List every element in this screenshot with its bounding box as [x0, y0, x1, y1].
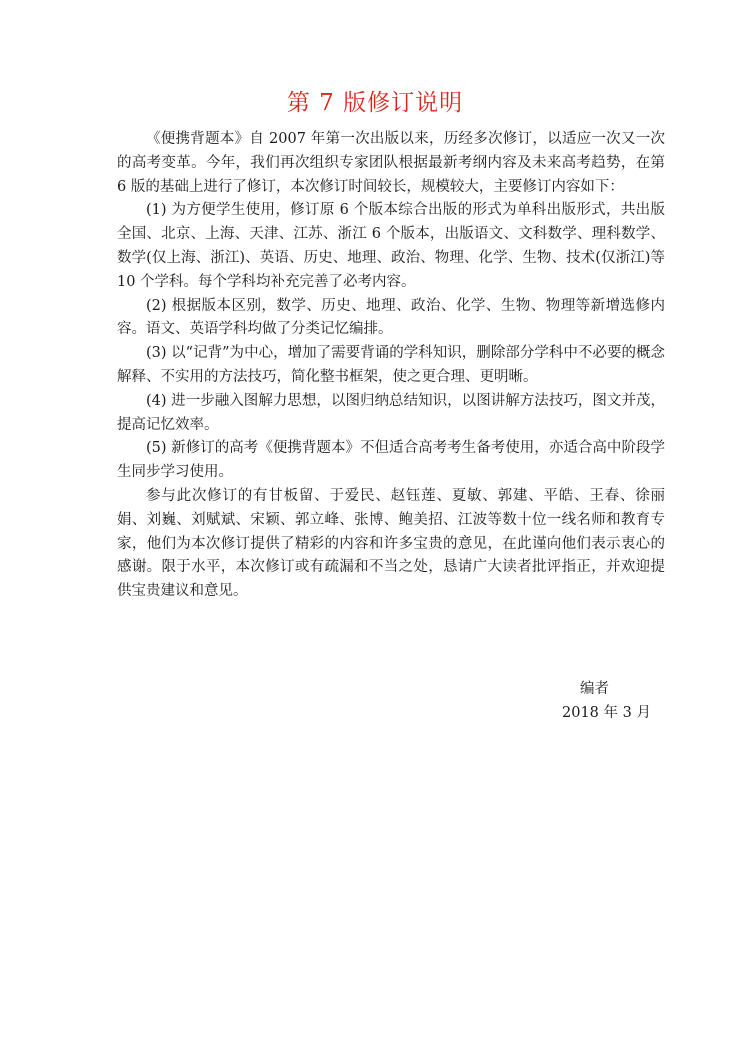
paragraph-item-3: (3) 以“记背”为中心，增加了需要背诵的学科知识，删除部分学科中不必要的概念解释、不实用的方法技巧，简化整书框架，使之更合理、更明晰。 [117, 345, 665, 385]
signature-editor: 编者 [580, 681, 609, 697]
paragraph-intro: 《便携背题本》自 2007 年第一次出版以来，历经多次修订，以适应一次又一次的高考变革。今年，我们再次组织专家团队根据最新考纲内容及未来高考趋势，在第 6 版的基础上进行了修订，本次修订时间较长，规模较大，主要修订内容如下： [117, 131, 665, 195]
paragraph-item-4: (4) 进一步融入图解力思想，以图归纳总结知识，以图讲解方法技巧，图文并茂，提高记忆效率。 [117, 392, 665, 433]
signature-block [500, 678, 660, 726]
paragraph-item-5: (5) 新修订的高考《便携背题本》不但适合高考考生备考使用，亦适合高中阶段学生同步学习使用。 [117, 440, 665, 481]
paragraph-item-1: (1) 为方便学生使用，修订原 6 个版本综合出版的形式为单科出版形式，共出版全国、北京、上海、天津、江苏、浙江 6 个版本，出版语文、文科数学、理科数学、数学(仅上海、浙江)、英语、历史、地理、政治、物理、化学、生物、技术(仅浙江)等 10 个学科。每个学科均补充完善了必考内容。 [117, 202, 665, 290]
paragraph-acknowledgements: 参与此次修订的有甘板留、于爱民、赵钰莲、夏敏、郭建、平皓、王春、徐丽娟、刘巍、刘赋斌、宋颖、郭立峰、张博、鲍美招、江波等数十位一线名师和教育专家，他们为本次修订提供了精彩的内容和许多宝贵的意见，在此谨向他们表示衷心的感谢。限于水平，本次修订或有疏漏和不当之处，恳请广大读者批评指正，并欢迎提供宝贵建议和意见。 [117, 487, 665, 600]
signature-date: 2018 年 3 月 [562, 704, 651, 721]
page-title: 第 7 版修订说明 [286, 90, 464, 116]
document-body [117, 128, 665, 604]
paragraph-item-2: (2) 根据版本区别，数学、历史、地理、政治、化学、生物、物理等新增选修内容。语文、英语学科均做了分类记忆编排。 [117, 297, 665, 338]
